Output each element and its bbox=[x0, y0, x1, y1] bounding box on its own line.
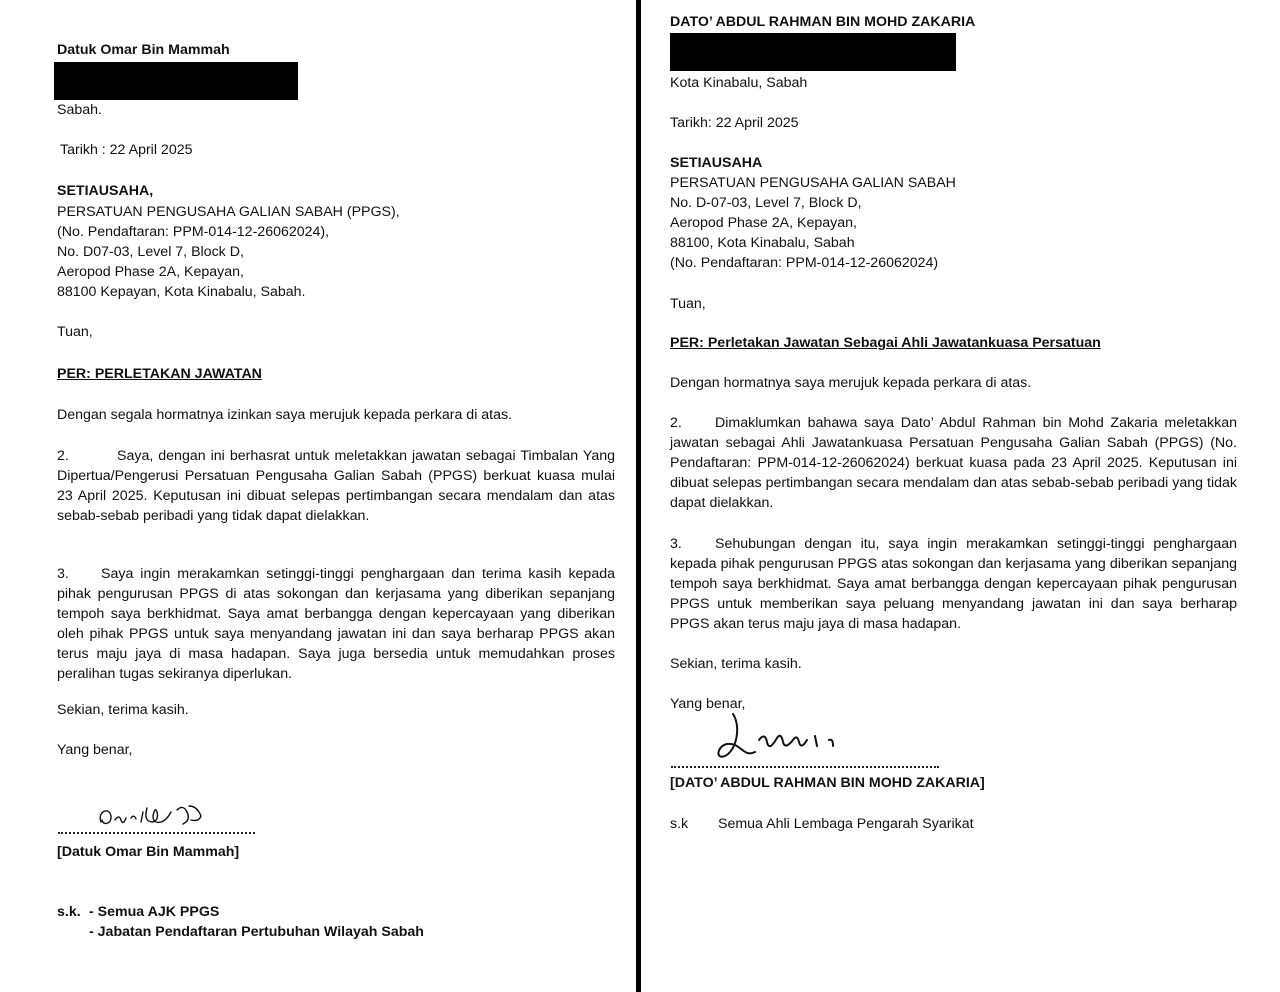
left-letter bbox=[0, 0, 636, 992]
right-subject: PER: Perletakan Jawatan Sebagai Ahli Jawatankuasa Persatuan bbox=[670, 335, 1101, 351]
left-recipient-line: 88100 Kepayan, Kota Kinabalu, Sabah. bbox=[57, 284, 306, 300]
right-sender-name: DATO’ ABDUL RAHMAN BIN MOHD ZAKARIA bbox=[670, 14, 976, 30]
left-sender-state: Sabah. bbox=[57, 102, 102, 118]
right-sign-off: Yang benar, bbox=[670, 696, 746, 712]
left-closing: Sekian, terima kasih. bbox=[57, 702, 189, 718]
left-recipient-line: (No. Pendaftaran: PPM-014-12-26062024), bbox=[57, 224, 330, 240]
right-cc-label: s.k bbox=[670, 816, 689, 832]
right-signature bbox=[711, 706, 871, 768]
right-para3: Sehubungan dengan itu, saya ingin merakamkan setinggi-tinggi penghargaan kepada pihak pengurusan PPGS atas sokongan dan kerjasama yang diberikan sepanjang tempoh saya berkhidmat. Saya amat berbangga dengan kepercayaan pihak pengurusan PPGS untuk memberikan saya peluang menyandang jawatan ini dan saya berharap PPGS akan terus maju jaya di masa hadapan. bbox=[670, 536, 1237, 632]
right-signatory: [DATO’ ABDUL RAHMAN BIN MOHD ZAKARIA] bbox=[670, 775, 985, 791]
left-address-redaction bbox=[54, 62, 298, 100]
right-letter bbox=[641, 0, 1280, 992]
left-recipient-title: SETIAUSAHA, bbox=[57, 183, 154, 199]
right-recipient-line: Aeropod Phase 2A, Kepayan, bbox=[670, 215, 857, 231]
right-signature-line bbox=[671, 766, 939, 768]
left-salutation: Tuan, bbox=[57, 324, 93, 340]
right-recipient-line: (No. Pendaftaran: PPM-014-12-26062024) bbox=[670, 255, 939, 271]
left-cc-label: s.k. bbox=[57, 904, 81, 920]
left-cc-item: - Semua AJK PPGS bbox=[89, 904, 220, 920]
left-para3-number: 3. bbox=[57, 566, 69, 582]
right-recipient-line: No. D-07-03, Level 7, Block D, bbox=[670, 195, 862, 211]
right-closing: Sekian, terima kasih. bbox=[670, 656, 802, 672]
right-recipient-title: SETIAUSAHA bbox=[670, 155, 763, 171]
right-salutation: Tuan, bbox=[670, 296, 706, 312]
left-cc-item: - Jabatan Pendaftaran Pertubuhan Wilayah Sabah bbox=[89, 924, 424, 940]
left-para2-number: 2. bbox=[57, 448, 69, 464]
left-date: Tarikh : 22 April 2025 bbox=[60, 142, 193, 158]
left-para2: Saya, dengan ini berhasrat untuk meletakkan jawatan sebagai Timbalan Yang Dipertua/Pengerusi Persatuan Pengusaha Galian Sabah (PPGS) berkuat kuasa mulai 23 April 2025. Keputusan ini dibuat selepas pertimbangan secara mendalam dan atas sebab-sebab peribadi yang tidak dapat dielakkan. bbox=[57, 448, 615, 524]
left-recipient-line: PERSATUAN PENGUSAHA GALIAN SABAH (PPGS), bbox=[57, 204, 400, 220]
left-recipient-line: Aeropod Phase 2A, Kepayan, bbox=[57, 264, 244, 280]
left-sender-name: Datuk Omar Bin Mammah bbox=[57, 42, 230, 58]
left-intro: Dengan segala hormatnya izinkan saya merujuk kepada perkara di atas. bbox=[57, 407, 513, 423]
right-cc-text: Semua Ahli Lembaga Pengarah Syarikat bbox=[718, 816, 974, 832]
right-sender-city: Kota Kinabalu, Sabah bbox=[670, 75, 808, 91]
right-date: Tarikh: 22 April 2025 bbox=[670, 115, 799, 131]
right-recipient-line: PERSATUAN PENGUSAHA GALIAN SABAH bbox=[670, 175, 956, 191]
left-signatory: [Datuk Omar Bin Mammah] bbox=[57, 844, 240, 860]
left-sign-off: Yang benar, bbox=[57, 742, 133, 758]
left-recipient-line: No. D07-03, Level 7, Block D, bbox=[57, 244, 244, 260]
right-para3-number: 3. bbox=[670, 536, 682, 552]
left-signature-line bbox=[58, 832, 255, 834]
right-address-redaction bbox=[670, 33, 956, 71]
left-para3: Saya ingin merakamkan setinggi-tinggi penghargaan dan terima kasih kepada pihak pengurusan PPGS di atas sokongan dan kerjasama yang diberikan sepanjang tempoh saya berkhidmat. Saya amat berbangga dengan kepercayaan yang diberikan oleh pihak PPGS untuk saya menyandang jawatan ini dan saya berharap PPGS akan terus maju jaya di masa hadapan. Saya juga bersedia untuk memudahkan proses peralihan tugas sekiranya diperlukan. bbox=[57, 566, 615, 682]
right-para2: Dimaklumkan bahawa saya Dato’ Abdul Rahman bin Mohd Zakaria meletakkan jawatan sebagai Ahli Jawatankuasa Persatuan Pengusaha Galian Sabah (PPGS) (No. Pendaftaran: PPM-014-12-26062024) berkuat kuasa pada 23 April 2025. Keputusan ini dibuat selepas pertimbangan secara mendalam dan atas sebab-sebab peribadi yang tidak dapat dielakkan. bbox=[670, 415, 1237, 511]
right-para2-number: 2. bbox=[670, 415, 682, 431]
right-intro: Dengan hormatnya saya merujuk kepada perkara di atas. bbox=[670, 375, 1032, 391]
left-subject: PER: PERLETAKAN JAWATAN bbox=[57, 366, 262, 382]
left-signature bbox=[95, 800, 215, 836]
right-recipient-line: 88100, Kota Kinabalu, Sabah bbox=[670, 235, 855, 251]
